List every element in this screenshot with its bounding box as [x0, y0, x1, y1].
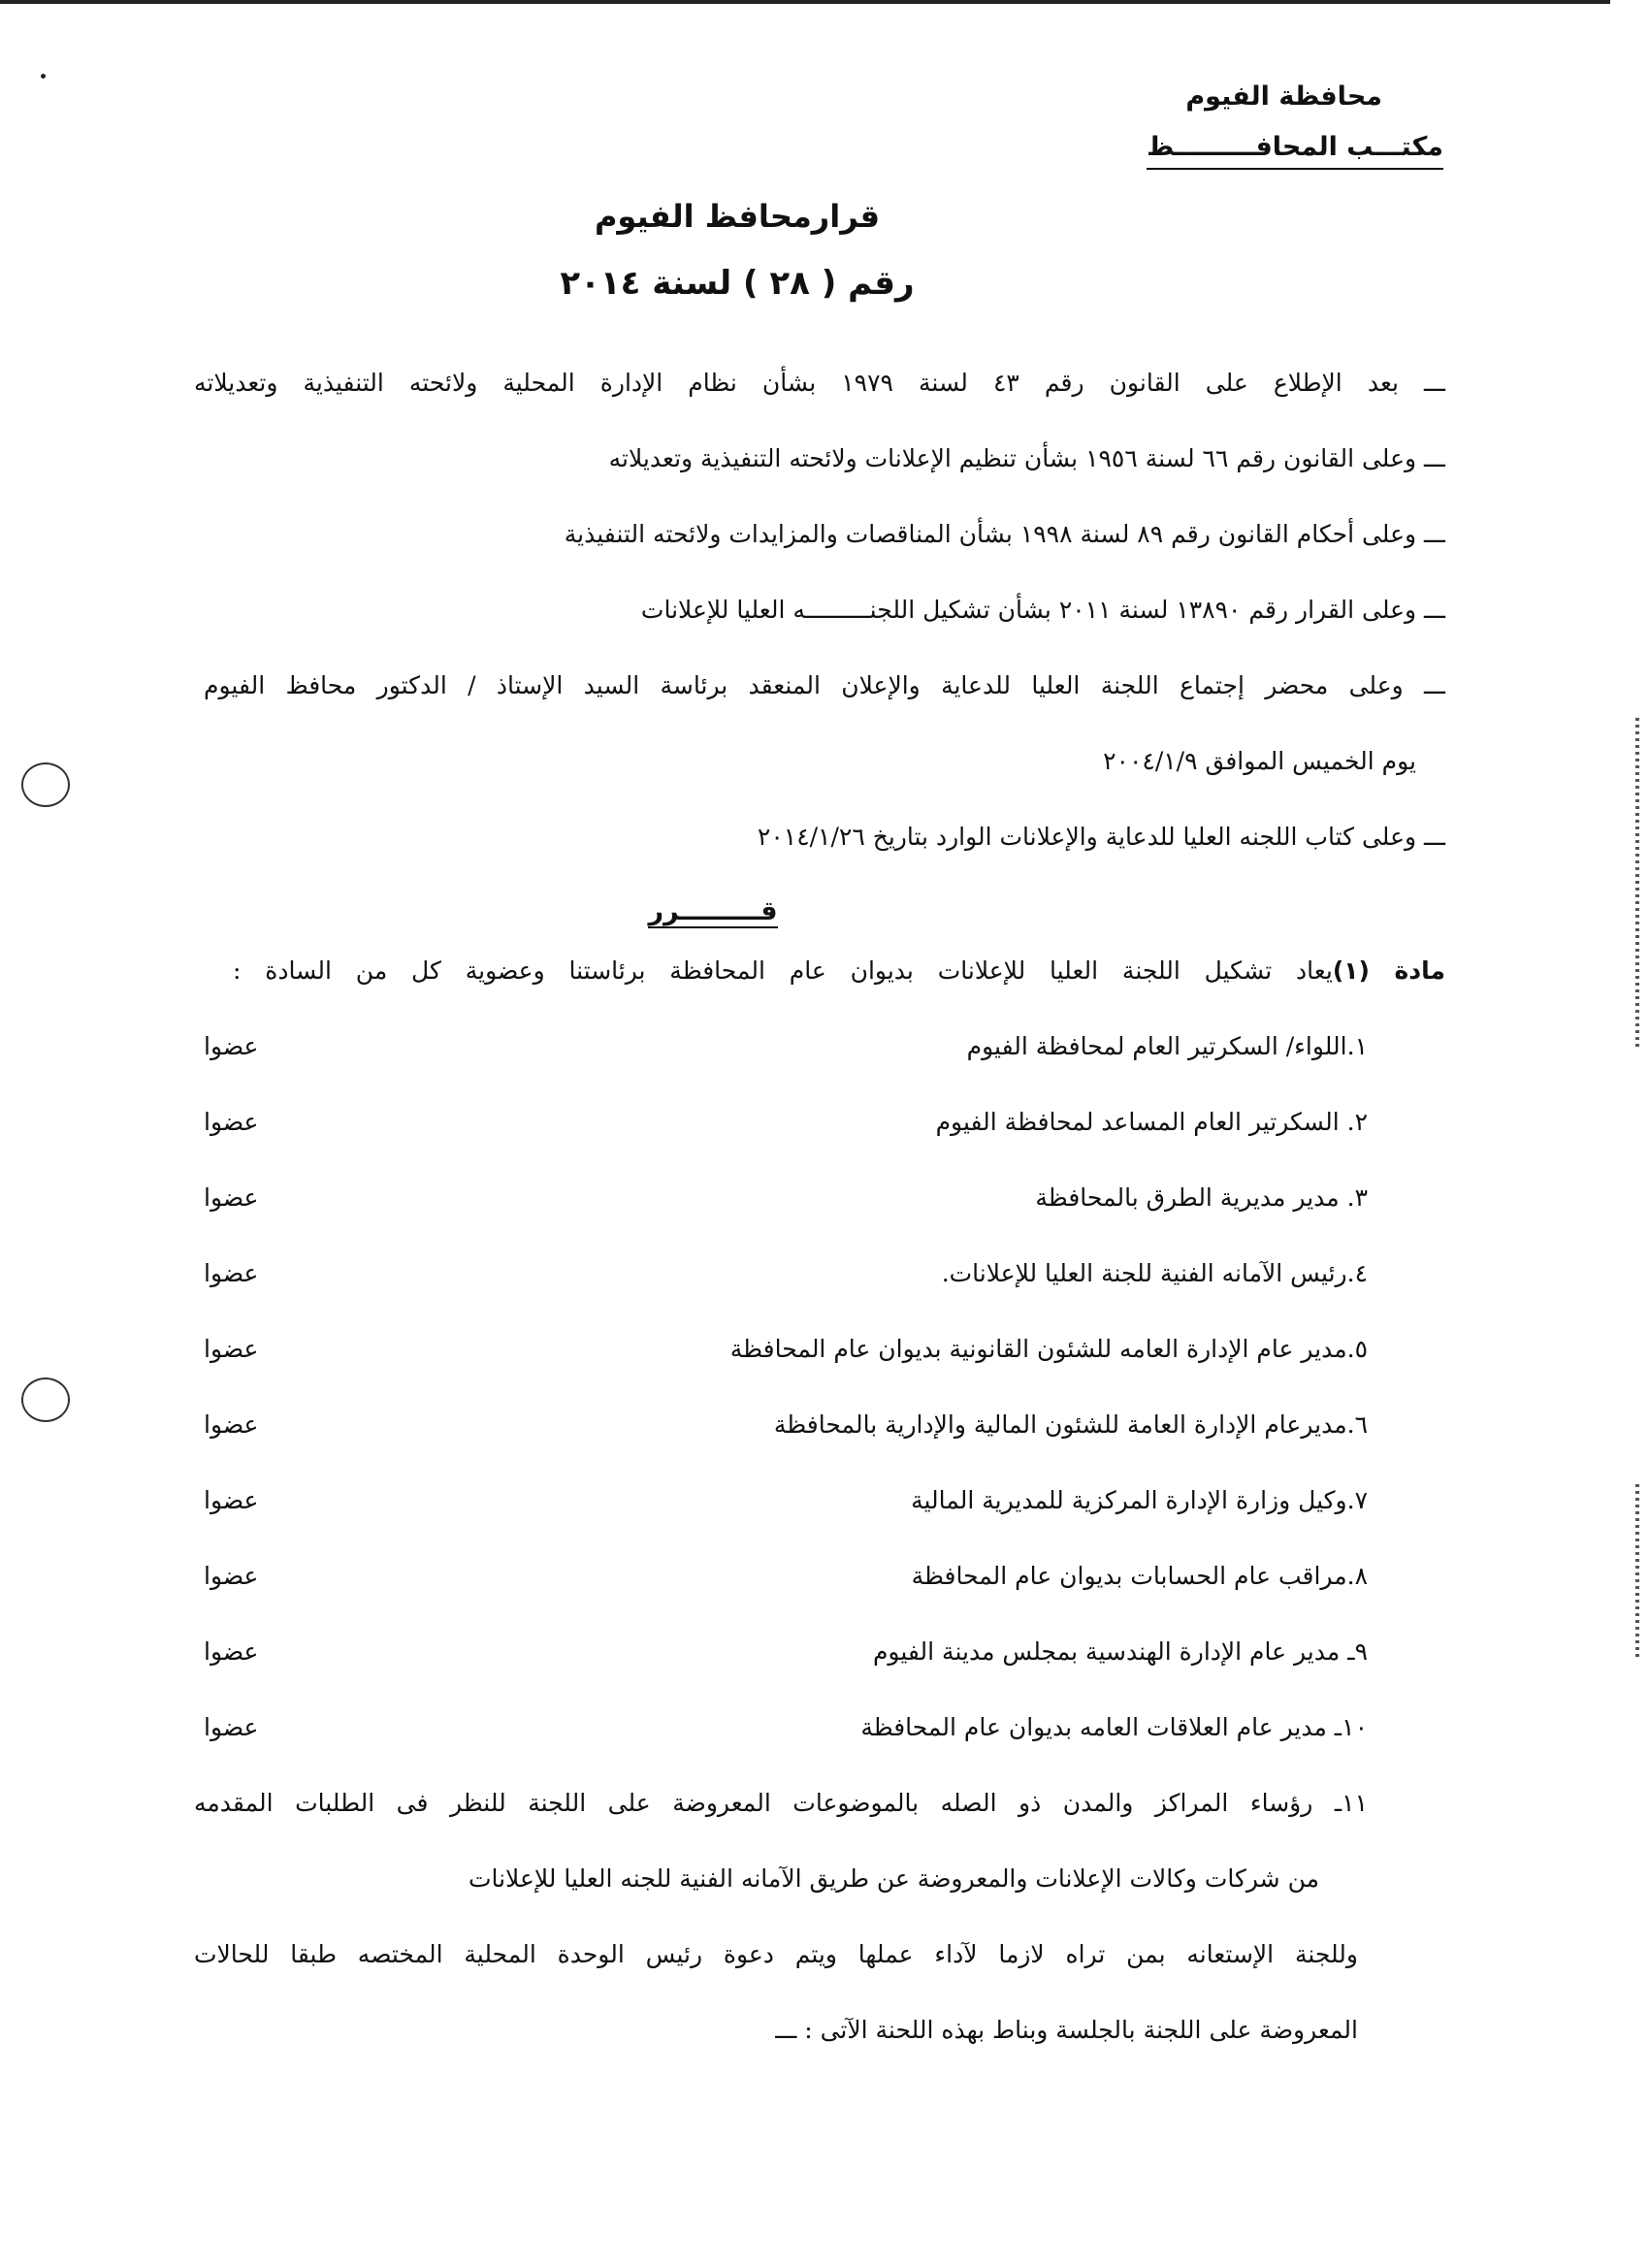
governor-office-text: مكتـــب المحافـــــــــظ — [1147, 132, 1443, 170]
preamble-line: ـــ وعلى القرار رقم ١٣٨٩٠ لسنة ٢٠١١ بشأن تشكيل اللجنـــــــــه العليا للإعلانات — [640, 596, 1445, 624]
member-name: ٥.مدير عام الإدارة العامه للشئون القانونية بديوان عام المحافظة — [729, 1335, 1368, 1363]
governorate-name: محافظة الفيوم — [1185, 81, 1382, 112]
member-role: عضوا — [204, 1108, 259, 1136]
decree-number: رقم ( ٢٨ ) لسنة ٢٠١٤ — [560, 264, 915, 303]
member-role: عضوا — [204, 1259, 259, 1287]
preamble-line: ـــ وعلى القانون رقم ٦٦ لسنة ١٩٥٦ بشأن تنظيم الإعلانات ولائحته التنفيذية وتعديلاته — [608, 444, 1445, 472]
scan-speck — [41, 74, 46, 79]
member-role: عضوا — [204, 1486, 259, 1514]
member-name: ٨.مراقب عام الحسابات بديوان عام المحافظة — [911, 1562, 1368, 1590]
member-role: عضوا — [204, 1713, 259, 1741]
decision-heading — [0, 896, 1426, 926]
item-11-line: ١١ـ رؤساء المراكز والمدن ذو الصله بالموضوعات المعروضة على اللجنة للنظر فى الطلبات المقدمه — [194, 1789, 1368, 1817]
member-role: عضوا — [204, 1335, 259, 1363]
member-name: ٢. السكرتير العام المساعد لمحافظة الفيوم — [935, 1108, 1368, 1136]
member-name: ٣. مدير مديرية الطرق بالمحافظة — [1035, 1183, 1368, 1212]
article-1 — [233, 956, 1445, 985]
member-name: ٦.مديرعام الإدارة العامة للشئون المالية والإدارية بالمحافظة — [773, 1410, 1368, 1439]
preamble-line: ـــ وعلى كتاب اللجنه العليا للدعاية والإعلانات الوارد بتاريخ ٢٠١٤/١/٢٦ — [757, 823, 1445, 851]
member-name: ١.اللواء/ السكرتير العام لمحافظة الفيوم — [966, 1032, 1368, 1060]
member-name: ١٠ـ مدير عام العلاقات العامه بديوان عام المحافظة — [860, 1713, 1368, 1741]
scan-edge-marks — [1635, 1484, 1639, 1659]
member-name: ٤.رئيس الآمانه الفنية للجنة العليا للإعلانات. — [941, 1259, 1368, 1287]
item-11-line: المعروضة على اللجنة بالجلسة وبناط بهذه اللحنة الآتى : ـــ — [775, 2016, 1358, 2044]
member-name: ٧.وكيل وزارة الإدارة المركزية للمديرية المالية — [911, 1486, 1368, 1514]
member-role: عضوا — [204, 1183, 259, 1212]
preamble-line: ـــ وعلى محضر إجتماع اللجنة العليا للدعاية والإعلان المنعقد برئاسة السيد الإستاذ / الدكتور محافظ الفيوم — [204, 671, 1445, 699]
article-1-text: يعاد تشكيل اللجنة العليا للإعلانات بديوان عام المحافظة برئاستنا وعضوية كل من السادة : — [233, 956, 1333, 985]
item-11-line: من شركات وكالات الإعلانات والمعروضة عن طريق الآمانه الفنية للجنه العليا للإعلانات — [468, 1864, 1319, 1893]
preamble-line: ـــ وعلى أحكام القانون رقم ٨٩ لسنة ١٩٩٨ بشأن المناقصات والمزايدات ولائحته التنفيذية — [564, 520, 1445, 548]
member-name: ٩ـ مدير عام الإدارة الهندسية بمجلس مدينة الفيوم — [872, 1637, 1368, 1666]
punch-hole — [21, 762, 70, 807]
item-11-line: وللجنة الإستعانه بمن تراه لازما لآداء عملها ويتم دعوة رئيس الوحدة المحلية المختصه طبقا للحالات — [194, 1940, 1358, 1968]
preamble-line: ـــ بعد الإطلاع على القانون رقم ٤٣ لسنة ١٩٧٩ بشأن نظام الإدارة المحلية ولائحته التنفيذية وتعديلاته — [194, 369, 1445, 397]
member-role: عضوا — [204, 1562, 259, 1590]
punch-hole — [21, 1377, 70, 1422]
top-border-line — [0, 0, 1610, 4]
preamble-line: يوم الخميس الموافق ٢٠٠٤/١/٩ — [1103, 747, 1416, 775]
decree-title: قرارمحافظ الفيوم — [594, 198, 881, 235]
member-role: عضوا — [204, 1637, 259, 1666]
decision-heading-text: قـــــــــرر — [648, 896, 778, 926]
article-1-label: مادة (١) — [1332, 956, 1445, 985]
member-role: عضوا — [204, 1410, 259, 1439]
member-role: عضوا — [204, 1032, 259, 1060]
scan-edge-marks — [1635, 718, 1639, 1048]
governor-office — [1147, 132, 1443, 162]
